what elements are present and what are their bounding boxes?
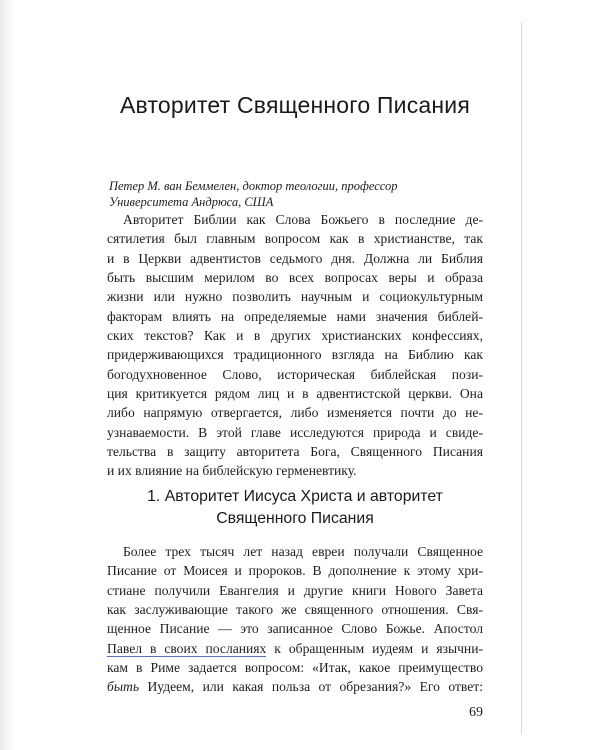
text-line: богодухновенное Слово, историческая библейская пози- [107, 366, 483, 382]
text-line [107, 677, 483, 696]
text-line: и их влияние на библейскую герменевтику. [107, 463, 357, 479]
text-line: и в Церкви адвентистов седьмого дня. Должна ли Библия [107, 250, 483, 266]
text-fragment: к обращенным иудеям и язычни- [266, 640, 483, 656]
pencil-underline: Павел в своих посланиях [107, 640, 267, 656]
author-line-1: Петер М. ван Беммелен, доктор теологии, профессор [109, 179, 398, 193]
text-line: придерживающихся традиционного взгляда на Библию как [107, 347, 483, 363]
section-heading [107, 486, 483, 530]
text-fragment: Иудеем, или какая польза от обрезания?» Его ответ: [139, 679, 483, 695]
intro-paragraph [107, 210, 483, 481]
text-line: щенное Писание — это записанное Слово Божье. Апостол [107, 621, 483, 637]
text-line: ских текстов? Как и в других христианских конфессиях, [107, 328, 483, 344]
text-line: тельства в защиту авторитета Бога, Священного Писания [107, 444, 483, 460]
chapter-title: Авторитет Священного Писания [119, 92, 470, 118]
text-line: быть высшим мерилом во всех вопросах веры и образа [107, 270, 483, 286]
text-line: жизни или нужно позволить научным и социокультурным [107, 289, 483, 305]
text-line: либо напрямую отвергается, либо изменяется почти до не- [107, 405, 483, 421]
text-line: Писание от Моисея и пророков. В дополнение к этому хри- [107, 563, 483, 579]
italic-word: быть [107, 679, 140, 695]
section-heading-line-1: 1. Авторитет Иисуса Христа и авторитет [147, 488, 443, 505]
text-line: кам в Риме задается вопросом: «Итак, какое преимущество [107, 660, 483, 676]
text-line [107, 639, 483, 658]
author-byline [109, 179, 483, 210]
text-line: стиане получили Евангелия и другие книги Нового Завета [107, 582, 483, 598]
text-line: факторам влиять на определяемые нами значения библей- [107, 308, 483, 324]
author-line-2: Университета Андрюса, США [109, 194, 274, 209]
page-edge-line [521, 22, 522, 734]
text-line: как заслуживающие такого же священного отношения. Свя- [107, 602, 483, 618]
text-line: ция критикуется рядом лиц и в адвентистской церкви. Она [107, 386, 483, 402]
page-gutter-shadow [0, 0, 14, 750]
text-line: Авторитет Библии как Слова Божьего в последние де- [123, 212, 483, 227]
text-line: сятилетия был главным вопросом как в христианстве, так [107, 231, 483, 247]
text-line: Более трех тысяч лет назад евреи получали Священное [123, 544, 483, 559]
text-line: узнаваемости. В этой главе исследуются природа и свиде- [107, 424, 483, 440]
section-heading-line-2: Священного Писания [216, 510, 374, 527]
section-paragraph [107, 542, 483, 697]
page-number: 69 [469, 705, 483, 720]
